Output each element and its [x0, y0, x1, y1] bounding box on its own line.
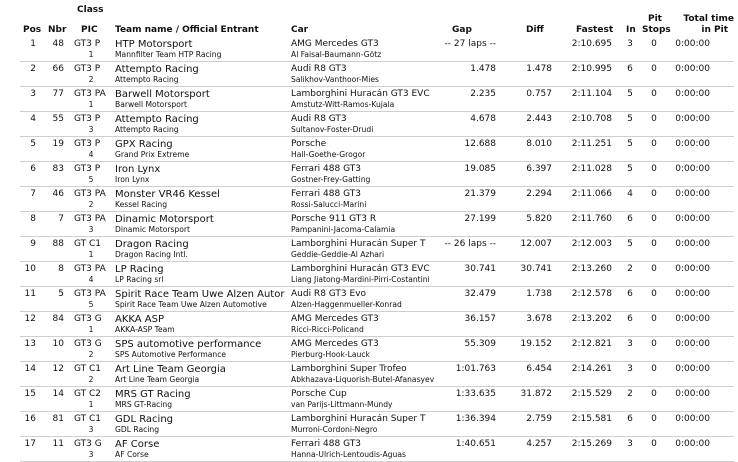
cell-stops: 0: [651, 64, 657, 74]
cell-stops: 0: [651, 289, 657, 299]
table-row: [0, 62, 738, 87]
cell-in: 6: [627, 414, 633, 424]
cell-drivers: Alzen-Haggenmueller-Konrad: [291, 300, 402, 309]
cell-stops: 0: [651, 89, 657, 99]
cell-stops: 0: [651, 239, 657, 249]
cell-entrant: Attempto Racing: [115, 75, 179, 84]
cell-cls: GT3 P: [74, 114, 101, 124]
cell-in: 6: [627, 64, 633, 74]
cell-diff: 30.741: [520, 264, 552, 274]
cell-pic: 2: [88, 75, 94, 84]
cell-entrant: GDL Racing: [115, 425, 160, 434]
cell-fastest: 2:11.251: [571, 139, 612, 149]
cell-in: 5: [627, 89, 633, 99]
cell-nbr: 14: [52, 389, 64, 399]
cell-pic: 1: [88, 50, 94, 59]
cell-cls: GT3 G: [74, 439, 102, 449]
cell-gap: 2.235: [470, 89, 496, 99]
cell-car: AMG Mercedes GT3: [291, 314, 379, 324]
cell-pos: 3: [30, 89, 36, 99]
cell-stops: 0: [651, 439, 657, 449]
cell-fastest: 2:13.202: [571, 314, 612, 324]
cell-car: AMG Mercedes GT3: [291, 39, 379, 49]
cell-drivers: Gostner-Frey-Gatting: [291, 175, 371, 184]
cell-gap: 21.379: [464, 189, 496, 199]
cell-nbr: 66: [52, 64, 64, 74]
cell-cls: GT3 PA: [74, 189, 106, 199]
cell-pit: 0:00:00: [675, 339, 710, 349]
cell-in: 5: [627, 164, 633, 174]
cell-entrant: AF Corse: [115, 450, 149, 459]
cell-nbr: 10: [52, 339, 64, 349]
cell-drivers: Hanna-Ulrich-Lentoudis-Aguas: [291, 450, 406, 459]
cell-pos: 14: [24, 364, 36, 374]
cell-pit: 0:00:00: [675, 414, 710, 424]
cell-stops: 0: [651, 389, 657, 399]
cell-diff: 2.294: [526, 189, 552, 199]
cell-drivers: Hall-Goethe-Grogor: [291, 150, 366, 159]
cell-drivers: Abkhazava-Liquorish-Butel-Afanasyev: [291, 375, 435, 384]
cell-diff: 2.443: [526, 114, 552, 124]
cell-pit: 0:00:00: [675, 89, 710, 99]
cell-fastest: 2:10.708: [571, 114, 612, 124]
cell-car: Audi R8 GT3: [291, 114, 347, 124]
cell-gap: 1:40.651: [455, 439, 496, 449]
cell-pic: 1: [88, 250, 94, 259]
table-row: [0, 437, 738, 462]
cell-fastest: 2:15.269: [571, 439, 612, 449]
header-total-time: Total time: [683, 14, 734, 24]
cell-stops: 0: [651, 364, 657, 374]
cell-nbr: 11: [52, 439, 64, 449]
cell-pic: 5: [88, 300, 94, 309]
cell-car: Audi R8 GT3 Evo: [291, 289, 367, 299]
cell-pic: 1: [88, 100, 94, 109]
cell-gap: -- 27 laps --: [444, 39, 496, 49]
cell-fastest: 2:11.066: [571, 189, 612, 199]
cell-entrant: Barwell Motorsport: [115, 100, 187, 109]
cell-car: Ferrari 488 GT3: [291, 439, 361, 449]
cell-in: 4: [627, 189, 633, 199]
cell-pit: 0:00:00: [675, 139, 710, 149]
table-row: [0, 312, 738, 337]
cell-pic: 3: [88, 450, 94, 459]
cell-stops: 0: [651, 114, 657, 124]
cell-cls: GT C1: [74, 364, 102, 374]
cell-team: GDL Racing: [115, 414, 174, 425]
cell-cls: GT C2: [74, 389, 102, 399]
cell-in: 3: [627, 364, 633, 374]
cell-pic: 1: [88, 400, 94, 409]
table-row: [0, 162, 738, 187]
cell-diff: 2.759: [526, 414, 552, 424]
cell-pos: 16: [24, 414, 36, 424]
cell-stops: 0: [651, 39, 657, 49]
cell-pic: 2: [88, 350, 94, 359]
cell-gap: 1:01.763: [455, 364, 496, 374]
cell-drivers: Geddie-Geddie-Al Azhari: [291, 250, 385, 259]
cell-team: Attempto Racing: [115, 64, 199, 75]
cell-nbr: 12: [52, 364, 64, 374]
cell-drivers: Amstutz-Witt-Ramos-Kujala: [291, 100, 395, 109]
cell-pic: 4: [88, 275, 94, 284]
header-diff: Diff: [526, 25, 544, 35]
cell-stops: 0: [651, 314, 657, 324]
cell-fastest: 2:14.261: [571, 364, 612, 374]
cell-in: 3: [627, 439, 633, 449]
cell-cls: GT3 P: [74, 164, 101, 174]
cell-nbr: 19: [52, 139, 64, 149]
cell-entrant: Mannfilter Team HTP Racing: [115, 50, 222, 59]
cell-diff: 5.820: [526, 214, 552, 224]
cell-gap: 1:36.394: [455, 414, 496, 424]
cell-in: 3: [627, 39, 633, 49]
cell-cls: GT3 G: [74, 339, 102, 349]
cell-pos: 9: [30, 239, 36, 249]
header-in: In: [626, 25, 636, 35]
cell-pos: 12: [24, 314, 36, 324]
cell-pit: 0:00:00: [675, 314, 710, 324]
cell-stops: 0: [651, 414, 657, 424]
cell-diff: 6.454: [526, 364, 552, 374]
cell-in: 6: [627, 314, 633, 324]
cell-diff: 1.738: [526, 289, 552, 299]
cell-car: Ferrari 488 GT3: [291, 164, 361, 174]
cell-fastest: 2:12.821: [571, 339, 612, 349]
cell-pit: 0:00:00: [675, 64, 710, 74]
cell-in: 5: [627, 239, 633, 249]
cell-nbr: 83: [52, 164, 64, 174]
cell-pit: 0:00:00: [675, 364, 710, 374]
cell-drivers: van Parijs-Littmann-Mundy: [291, 400, 393, 409]
cell-entrant: Dragon Racing Intl.: [115, 250, 188, 259]
cell-team: GPX Racing: [115, 139, 173, 150]
cell-cls: GT C1: [74, 414, 102, 424]
cell-pos: 8: [30, 214, 36, 224]
cell-pos: 5: [30, 139, 36, 149]
cell-diff: 12.007: [520, 239, 552, 249]
cell-drivers: Liang Jiatong-Mardini-Pirri-Costantini: [291, 275, 430, 284]
cell-pic: 3: [88, 225, 94, 234]
cell-fastest: 2:10.995: [571, 64, 612, 74]
cell-pic: 1: [88, 325, 94, 334]
cell-cls: GT C1: [74, 239, 102, 249]
cell-pit: 0:00:00: [675, 289, 710, 299]
cell-pos: 4: [30, 114, 36, 124]
cell-drivers: Ricci-Ricci-Policand: [291, 325, 364, 334]
cell-entrant: SPS Automotive Performance: [115, 350, 227, 359]
cell-diff: 3.678: [526, 314, 552, 324]
cell-pit: 0:00:00: [675, 214, 710, 224]
cell-entrant: Dinamic Motorsport: [115, 225, 190, 234]
cell-team: SPS automotive performance: [115, 339, 262, 350]
cell-in: 2: [627, 389, 633, 399]
cell-drivers: Rossi-Salucci-Marini: [291, 200, 367, 209]
cell-gap: -- 26 laps --: [444, 239, 496, 249]
cell-diff: 1.478: [526, 64, 552, 74]
cell-diff: 6.397: [526, 164, 552, 174]
cell-entrant: Spirit Race Team Uwe Alzen Automotive: [115, 300, 267, 309]
cell-nbr: 55: [52, 114, 64, 124]
cell-entrant: Iron Lynx: [115, 175, 150, 184]
table-row: [0, 212, 738, 237]
cell-gap: 36.157: [464, 314, 496, 324]
cell-gap: 4.678: [470, 114, 496, 124]
cell-team: AF Corse: [115, 439, 160, 450]
cell-nbr: 7: [58, 214, 64, 224]
cell-car: AMG Mercedes GT3: [291, 339, 379, 349]
cell-team: Iron Lynx: [115, 164, 161, 175]
cell-fastest: 2:12.003: [571, 239, 612, 249]
cell-in: 5: [627, 139, 633, 149]
cell-team: LP Racing: [115, 264, 164, 275]
cell-pit: 0:00:00: [675, 39, 710, 49]
cell-car: Porsche Cup: [291, 389, 347, 399]
cell-pic: 4: [88, 150, 94, 159]
cell-pit: 0:00:00: [675, 189, 710, 199]
cell-cls: GT3 P: [74, 39, 101, 49]
cell-team: MRS GT Racing: [115, 389, 191, 400]
cell-pit: 0:00:00: [675, 389, 710, 399]
header-stops: Stops: [642, 25, 671, 35]
cell-car: Ferrari 488 GT3: [291, 189, 361, 199]
cell-pic: 2: [88, 200, 94, 209]
cell-pic: 3: [88, 125, 94, 134]
cell-diff: 0.757: [526, 89, 552, 99]
cell-in: 5: [627, 114, 633, 124]
cell-nbr: 77: [52, 89, 64, 99]
header-team: Team name / Official Entrant: [115, 25, 259, 35]
cell-gap: 32.479: [464, 289, 496, 299]
cell-team: Monster VR46 Kessel: [115, 189, 220, 200]
cell-pic: 5: [88, 175, 94, 184]
table-row: [0, 37, 738, 62]
cell-cls: GT3 P: [74, 64, 101, 74]
cell-cls: GT3 P: [74, 139, 101, 149]
table-row: [0, 237, 738, 262]
cell-pos: 15: [24, 389, 36, 399]
cell-team: Barwell Motorsport: [115, 89, 210, 100]
cell-entrant: LP Racing srl: [115, 275, 164, 284]
cell-fastest: 2:11.104: [571, 89, 612, 99]
cell-car: Lamborghini Huracán GT3 EVC: [291, 89, 430, 99]
cell-nbr: 81: [52, 414, 64, 424]
cell-team: HTP Motorsport: [115, 39, 193, 50]
cell-nbr: 8: [58, 264, 64, 274]
cell-fastest: 2:15.529: [571, 389, 612, 399]
cell-pic: 2: [88, 375, 94, 384]
cell-car: Audi R8 GT3: [291, 64, 347, 74]
cell-pit: 0:00:00: [675, 164, 710, 174]
cell-gap: 55.309: [464, 339, 496, 349]
cell-drivers: Salikhov-Vanthoor-Mies: [291, 75, 379, 84]
table-row: [0, 87, 738, 112]
cell-fastest: 2:11.760: [571, 214, 612, 224]
cell-fastest: 2:15.581: [571, 414, 612, 424]
cell-in: 2: [627, 264, 633, 274]
cell-nbr: 84: [52, 314, 64, 324]
header-fastest: Fastest: [576, 25, 614, 35]
header-class: Class: [77, 5, 104, 15]
cell-fastest: 2:10.695: [571, 39, 612, 49]
cell-car: Lamborghini Super Trofeo: [291, 364, 407, 374]
cell-team: Dragon Racing: [115, 239, 189, 250]
cell-car: Lamborghini Huracán Super T: [291, 239, 426, 249]
cell-pos: 2: [30, 64, 36, 74]
cell-in: 6: [627, 289, 633, 299]
cell-entrant: Kessel Racing: [115, 200, 168, 209]
cell-team: Dinamic Motorsport: [115, 214, 214, 225]
cell-nbr: 48: [52, 39, 64, 49]
cell-fastest: 2:13.260: [571, 264, 612, 274]
cell-pos: 11: [24, 289, 36, 299]
cell-fastest: 2:11.028: [571, 164, 612, 174]
cell-diff: 4.257: [526, 439, 552, 449]
header-pic: PIC: [81, 25, 98, 35]
cell-drivers: Pierburg-Hook-Lauck: [291, 350, 370, 359]
cell-team: AKKA ASP: [115, 314, 165, 325]
cell-nbr: 5: [58, 289, 64, 299]
cell-entrant: Attempto Racing: [115, 125, 179, 134]
cell-entrant: Grand Prix Extreme: [115, 150, 190, 159]
table-row: [0, 362, 738, 387]
cell-drivers: Pampanini-Jacoma-Calamia: [291, 225, 396, 234]
cell-gap: 1:33.635: [455, 389, 496, 399]
cell-cls: GT3 PA: [74, 214, 106, 224]
cell-pos: 6: [30, 164, 36, 174]
cell-gap: 1.478: [470, 64, 496, 74]
cell-team: Spirit Race Team Uwe Alzen Autor: [115, 289, 285, 300]
cell-gap: 30.741: [464, 264, 496, 274]
table-row: [0, 137, 738, 162]
cell-nbr: 88: [52, 239, 64, 249]
cell-pos: 13: [24, 339, 36, 349]
cell-pit: 0:00:00: [675, 239, 710, 249]
cell-gap: 27.199: [464, 214, 496, 224]
cell-team: Attempto Racing: [115, 114, 199, 125]
cell-entrant: MRS GT-Racing: [115, 400, 173, 409]
table-row: [0, 387, 738, 412]
cell-entrant: Art Line Team Georgia: [115, 375, 200, 384]
cell-stops: 0: [651, 264, 657, 274]
table-row: [0, 262, 738, 287]
cell-cls: GT3 PA: [74, 289, 106, 299]
cell-stops: 0: [651, 164, 657, 174]
cell-pos: 7: [30, 189, 36, 199]
cell-pos: 10: [24, 264, 36, 274]
cell-drivers: Al Faisal-Baumann-Götz: [291, 50, 382, 59]
cell-pit: 0:00:00: [675, 114, 710, 124]
table-row: [0, 287, 738, 312]
table-row: [0, 337, 738, 362]
cell-stops: 0: [651, 339, 657, 349]
cell-car: Porsche 911 GT3 R: [291, 214, 377, 224]
cell-gap: 12.688: [464, 139, 496, 149]
header-in-pit: in Pit: [701, 25, 728, 35]
cell-stops: 0: [651, 189, 657, 199]
table-row: [0, 412, 738, 437]
cell-gap: 19.085: [464, 164, 496, 174]
cell-pos: 17: [24, 439, 36, 449]
cell-car: Lamborghini Huracán Super T: [291, 414, 426, 424]
cell-pic: 3: [88, 425, 94, 434]
cell-in: 3: [627, 339, 633, 349]
cell-drivers: Murroni-Cordoni-Negro: [291, 425, 378, 434]
cell-diff: 8.010: [526, 139, 552, 149]
cell-car: Porsche: [291, 139, 327, 149]
cell-pit: 0:00:00: [675, 264, 710, 274]
cell-cls: GT3 G: [74, 314, 102, 324]
cell-diff: 19.152: [520, 339, 552, 349]
header-pos: Pos: [23, 25, 42, 35]
header-pit: Pit: [648, 14, 662, 24]
header-gap: Gap: [452, 25, 472, 35]
cell-drivers: Sultanov-Foster-Drudi: [291, 125, 374, 134]
cell-car: Lamborghini Huracán GT3 EVC: [291, 264, 430, 274]
table-row: [0, 112, 738, 137]
cell-stops: 0: [651, 214, 657, 224]
cell-cls: GT3 PA: [74, 89, 106, 99]
cell-nbr: 46: [52, 189, 64, 199]
cell-team: Art Line Team Georgia: [115, 364, 226, 375]
cell-in: 6: [627, 214, 633, 224]
cell-cls: GT3 PA: [74, 264, 106, 274]
cell-stops: 0: [651, 139, 657, 149]
table-row: [0, 187, 738, 212]
cell-fastest: 2:12.578: [571, 289, 612, 299]
header-nbr: Nbr: [48, 25, 67, 35]
cell-pos: 1: [30, 39, 36, 49]
cell-entrant: AKKA-ASP Team: [115, 325, 175, 334]
cell-diff: 31.872: [520, 389, 552, 399]
header-car: Car: [291, 25, 309, 35]
cell-pit: 0:00:00: [675, 439, 710, 449]
